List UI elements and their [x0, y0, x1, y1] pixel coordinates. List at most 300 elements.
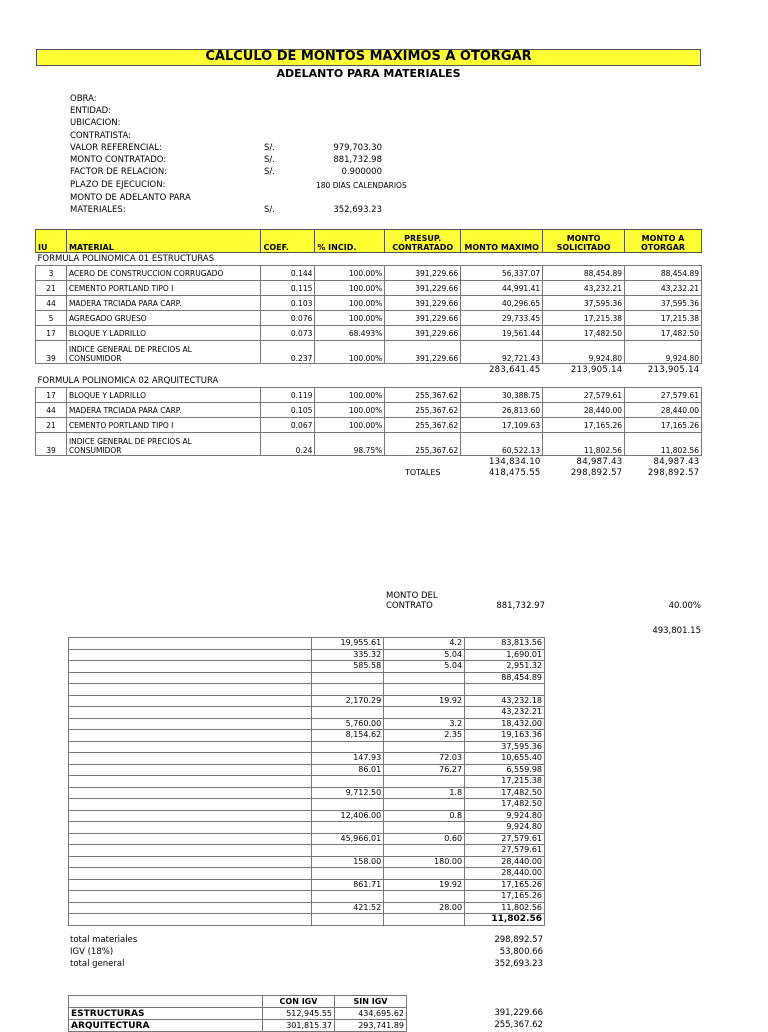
- calc-blank: [69, 672, 312, 684]
- col-presup-cell: 391,229.66: [385, 326, 461, 341]
- blank-cell: [385, 364, 461, 376]
- total-general-value: 352,693.23: [494, 959, 543, 969]
- table-row: [36, 388, 702, 403]
- igv-value: 53,800.66: [499, 947, 543, 957]
- totals-row-value: 298,892.57: [570, 467, 623, 478]
- calc-row: [69, 741, 545, 753]
- calc-cell: [312, 776, 384, 788]
- calc-cell: [384, 672, 465, 684]
- calc-row: [69, 868, 545, 880]
- summary-sin-value: 434,695.62: [335, 1008, 407, 1020]
- table-row: [36, 341, 702, 364]
- calc-cell: 19.92: [384, 879, 465, 891]
- col-iu-cell: 3: [36, 266, 67, 281]
- calc-blank: [69, 914, 312, 926]
- col-monto-otorgar-header: MONTO A OTORGAR: [625, 230, 702, 253]
- calc-blank: [69, 695, 312, 707]
- col-iu-cell: 44: [36, 296, 67, 311]
- blank-cell: [315, 456, 385, 468]
- plazo-label: PLAZO DE EJECUCION:: [70, 180, 166, 190]
- calc-blank: [69, 879, 312, 891]
- calc-cell: 8,154.62: [312, 730, 384, 742]
- totals-row: [36, 467, 702, 478]
- calc-cell: 19.92: [384, 695, 465, 707]
- table-header-row: [36, 230, 702, 253]
- calc-cell: 11,802.56: [465, 902, 545, 914]
- calc-cell: 9,924.80: [465, 822, 545, 834]
- calc-row: [69, 833, 545, 845]
- col-monto-maximo-cell: 40,296.65: [461, 296, 543, 311]
- calc-blank: [69, 707, 312, 719]
- plazo-value: 180 DIAS CALENDARIOS: [316, 181, 407, 190]
- section-estructuras-label: FORMULA POLINOMICA 01 ESTRUCTURAS: [37, 254, 215, 264]
- calc-cell: 2,170.29: [312, 695, 384, 707]
- col-monto-solicitado-cell: 17,482.50: [543, 326, 625, 341]
- blank-cell: [261, 456, 315, 468]
- calc-blank: [69, 661, 312, 673]
- table-row: [36, 326, 702, 341]
- calc-cell: [312, 672, 384, 684]
- calc-cell: [384, 845, 465, 857]
- calc-blank: [69, 902, 312, 914]
- calc-cell: 0.60: [384, 833, 465, 845]
- calc-cell: 4.2: [384, 638, 465, 650]
- col-coef-cell: 0.237: [261, 341, 315, 364]
- blank-cell: TOTALES: [404, 468, 441, 477]
- col-monto-maximo-cell: 30,388.75: [461, 388, 543, 403]
- blank-cell: [36, 456, 67, 468]
- col-iu-cell: 39: [36, 341, 67, 364]
- calc-cell: 421.52: [312, 902, 384, 914]
- contract-percent: 40.00%: [668, 601, 701, 611]
- calc-row: [69, 764, 545, 776]
- calc-blank: [69, 730, 312, 742]
- calc-blank: [69, 799, 312, 811]
- col-coef-cell: 0.105: [261, 403, 315, 418]
- calc-cell: 6,559.98: [465, 764, 545, 776]
- calc-cell: 0.8: [384, 810, 465, 822]
- calc-row: [69, 695, 545, 707]
- col-iu-cell: 17: [36, 388, 67, 403]
- calc-cell: [312, 707, 384, 719]
- col-monto-solicitado-cell: 17,165.26: [543, 418, 625, 433]
- calc-cell: 5.04: [384, 649, 465, 661]
- blank-cell: [385, 456, 461, 468]
- summary-extra-value: 255,367.62: [494, 1020, 543, 1030]
- calc-cell: 3.2: [384, 718, 465, 730]
- calc-cell: 19,955.61: [312, 638, 384, 650]
- subtotal-row-value: 84,987.43: [653, 456, 700, 467]
- blank-cell: [315, 364, 385, 376]
- col-material-cell: AGREGADO GRUESO: [66, 311, 261, 326]
- col-monto-otorgar-cell: 17,165.26: [625, 418, 702, 433]
- calc-cell: 18,432.00: [465, 718, 545, 730]
- col-monto-maximo-cell: 60,522.13: [461, 433, 543, 456]
- col-presup-cell: 391,229.66: [385, 341, 461, 364]
- col-monto-solicitado-cell: 9,924.80: [543, 341, 625, 364]
- factor-value: 0.900000: [341, 167, 382, 177]
- calc-blank: [69, 753, 312, 765]
- col-material-cell: BLOQUE Y LADRILLO: [66, 388, 261, 403]
- table-row: [36, 418, 702, 433]
- calc-blank: [69, 776, 312, 788]
- calc-row: [69, 776, 545, 788]
- entidad-label: ENTIDAD:: [70, 106, 112, 116]
- adelanto-value: 352,693.23: [333, 205, 382, 215]
- col-monto-otorgar-cell: 11,802.56: [625, 433, 702, 456]
- calc-cell: [312, 799, 384, 811]
- total-materiales-value: 298,892.57: [494, 935, 543, 945]
- col-presup-cell: 391,229.66: [385, 311, 461, 326]
- calc-blank: [69, 868, 312, 880]
- calc-cell: 335.32: [312, 649, 384, 661]
- calc-row: [69, 707, 545, 719]
- blank-cell: [315, 467, 385, 478]
- calc-cell: [312, 868, 384, 880]
- calc-row: [69, 638, 545, 650]
- calc-cell: 11,802.56: [465, 914, 545, 926]
- col-coef-cell: 0.144: [261, 266, 315, 281]
- calc-blank: [69, 787, 312, 799]
- calc-cell: 83,813.56: [465, 638, 545, 650]
- summary-table: [68, 995, 407, 1032]
- calc-row: [69, 661, 545, 673]
- materials-table: [35, 229, 702, 478]
- totals-row-value: 298,892.57: [647, 467, 700, 478]
- blank-cell: [66, 364, 261, 376]
- calc-blank: [69, 856, 312, 868]
- section-arquitectura: [36, 375, 702, 388]
- calc-table: [68, 637, 545, 926]
- calc-cell: 72.03: [384, 753, 465, 765]
- col-material-cell: CEMENTO PORTLAND TIPO I: [66, 418, 261, 433]
- col-monto-otorgar-cell: 27,579.61: [625, 388, 702, 403]
- calc-row: [69, 914, 545, 926]
- calc-cell: 17,215.38: [465, 776, 545, 788]
- col-presup-cell: 255,367.62: [385, 403, 461, 418]
- contract-computed: 493,801.15: [652, 626, 701, 636]
- col-presup-cell: 255,367.62: [385, 433, 461, 456]
- page-title: CALCULO DE MONTOS MAXIMOS A OTORGAR: [205, 49, 532, 64]
- blank-cell: [66, 467, 261, 478]
- calc-blank: [69, 718, 312, 730]
- calc-cell: 86.01: [312, 764, 384, 776]
- col-monto-otorgar-cell: 37,595.36: [625, 296, 702, 311]
- calc-cell: 17,165.26: [465, 891, 545, 903]
- col-monto-maximo-cell: 17,109.63: [461, 418, 543, 433]
- section-arquitectura-label: FORMULA POLINOMICA 02 ARQUITECTURA: [37, 376, 219, 386]
- calc-cell: [384, 684, 465, 696]
- calc-row: [69, 810, 545, 822]
- calc-cell: 37,595.36: [465, 741, 545, 753]
- col-monto-maximo-cell: 29,733.45: [461, 311, 543, 326]
- subtotal-row-value: 84,987.43: [576, 456, 623, 467]
- calc-cell: 17,482.50: [465, 799, 545, 811]
- summary-con-value: 301,815.37: [263, 1020, 335, 1032]
- col-iu-cell: 39: [36, 433, 67, 456]
- summary-row-label: ESTRUCTURAS: [69, 1008, 263, 1020]
- valor-label: VALOR REFERENCIAL:: [70, 143, 162, 153]
- contratista-label: CONTRATISTA:: [70, 131, 132, 141]
- col-coef-header: COEF.: [261, 230, 315, 253]
- calc-cell: 9,924.80: [465, 810, 545, 822]
- monto-label: MONTO CONTRATADO:: [70, 155, 167, 165]
- table-row: [36, 296, 702, 311]
- section-estructuras: [36, 253, 702, 266]
- col-iu-cell: 44: [36, 403, 67, 418]
- calc-cell: [384, 868, 465, 880]
- calc-row: [69, 718, 545, 730]
- calc-cell: [312, 845, 384, 857]
- monto-currency: S/.: [264, 155, 275, 165]
- monto-value: 881,732.98: [333, 155, 382, 165]
- subtotal-row: [36, 364, 702, 376]
- col-coef-cell: 0.24: [261, 433, 315, 456]
- col-presup-cell: 391,229.66: [385, 281, 461, 296]
- col-coef-cell: 0.103: [261, 296, 315, 311]
- subtotal-row-value: 134,834.10: [488, 456, 541, 467]
- calc-blank: [69, 810, 312, 822]
- summary-blank: [69, 996, 263, 1008]
- col-material-header: MATERIAL: [66, 230, 261, 253]
- table-row: [36, 281, 702, 296]
- calc-blank: [69, 684, 312, 696]
- summary-sin-value: 293,741.89: [335, 1020, 407, 1032]
- calc-row: [69, 684, 545, 696]
- calc-cell: [465, 684, 545, 696]
- subtotal-row: [36, 456, 702, 468]
- calc-cell: 2,951.32: [465, 661, 545, 673]
- col-material-cell: INDICE GENERAL DE PRECIOS AL CONSUMIDOR: [66, 341, 261, 364]
- col-iu-cell: 17: [36, 326, 67, 341]
- col-monto-otorgar-cell: 17,215.38: [625, 311, 702, 326]
- calc-blank: [69, 741, 312, 753]
- col-monto-solicitado-cell: 37,595.36: [543, 296, 625, 311]
- obra-label: OBRA:: [70, 94, 97, 104]
- calc-blank: [69, 764, 312, 776]
- col-presup-cell: 391,229.66: [385, 296, 461, 311]
- blank-cell: [36, 467, 67, 478]
- factor-currency: S/.: [264, 167, 275, 177]
- calc-cell: 43,232.21: [465, 707, 545, 719]
- col-monto-maximo-cell: 56,337.07: [461, 266, 543, 281]
- subtotal-row-value: 283,641.45: [488, 364, 541, 375]
- calc-cell: [384, 891, 465, 903]
- col-presup-cell: 391,229.66: [385, 266, 461, 281]
- calc-cell: 5.04: [384, 661, 465, 673]
- calc-row: [69, 799, 545, 811]
- col-incid-cell: 100.00%: [315, 296, 385, 311]
- calc-row: [69, 822, 545, 834]
- summary-extra-value: 391,229.66: [494, 1008, 543, 1018]
- table-row: [36, 311, 702, 326]
- calc-cell: 19,163.36: [465, 730, 545, 742]
- calc-cell: [312, 914, 384, 926]
- col-monto-solicitado-cell: 27,579.61: [543, 388, 625, 403]
- calc-blank: [69, 638, 312, 650]
- col-material-cell: CEMENTO PORTLAND TIPO I: [66, 281, 261, 296]
- summary-col-con-igv: CON IGV: [263, 996, 335, 1008]
- valor-value: 979,703.30: [333, 143, 382, 153]
- col-material-cell: ACERO DE CONSTRUCCION CORRUGADO: [66, 266, 261, 281]
- adelanto-label-1: MONTO DE ADELANTO PARA: [70, 193, 191, 203]
- col-material-cell: MADERA TRCIADA PARA CARP.: [66, 296, 261, 311]
- calc-cell: [384, 776, 465, 788]
- calc-blank: [69, 649, 312, 661]
- calc-cell: 147.93: [312, 753, 384, 765]
- col-iu-cell: 21: [36, 281, 67, 296]
- col-coef-cell: 0.076: [261, 311, 315, 326]
- table-row: [36, 433, 702, 456]
- calc-cell: 585.58: [312, 661, 384, 673]
- calc-row: [69, 787, 545, 799]
- col-monto-otorgar-cell: 17,482.50: [625, 326, 702, 341]
- calc-cell: 27,579.61: [465, 845, 545, 857]
- calc-row: [69, 879, 545, 891]
- contract-label-2: CONTRATO: [386, 601, 433, 611]
- col-coef-cell: 0.067: [261, 418, 315, 433]
- col-coef-cell: 0.119: [261, 388, 315, 403]
- total-general-label: total general: [70, 959, 125, 969]
- calc-blank: [69, 833, 312, 845]
- blank-cell: [36, 364, 67, 376]
- calc-cell: 1.8: [384, 787, 465, 799]
- calc-cell: 28,440.00: [465, 868, 545, 880]
- calc-cell: 28.00: [384, 902, 465, 914]
- col-iu-cell: 5: [36, 311, 67, 326]
- calc-row: [69, 730, 545, 742]
- calc-blank: [69, 822, 312, 834]
- calc-row: [69, 845, 545, 857]
- col-monto-solicitado-cell: 88,454.89: [543, 266, 625, 281]
- col-incid-cell: 100.00%: [315, 403, 385, 418]
- col-monto-maximo-cell: 26,813.60: [461, 403, 543, 418]
- calc-cell: [312, 741, 384, 753]
- contract-value: 881,732.97: [496, 601, 545, 611]
- col-incid-cell: 100.00%: [315, 311, 385, 326]
- calc-cell: 76.27: [384, 764, 465, 776]
- calc-cell: 45,966.01: [312, 833, 384, 845]
- calc-cell: 27,579.61: [465, 833, 545, 845]
- calc-cell: 88,454.89: [465, 672, 545, 684]
- subtotal-row-value: 213,905.14: [570, 364, 623, 375]
- col-monto-maximo-header: MONTO MAXIMO: [461, 230, 543, 253]
- adelanto-label-2: MATERIALES:: [70, 205, 126, 215]
- summary-row-label: ARQUITECTURA: [69, 1020, 263, 1032]
- calc-cell: 180.00: [384, 856, 465, 868]
- calc-cell: 2.35: [384, 730, 465, 742]
- col-material-cell: INDICE GENERAL DE PRECIOS AL CONSUMIDOR: [66, 433, 261, 456]
- col-incid-header: % INCID.: [315, 230, 385, 253]
- col-monto-maximo-cell: 92,721.43: [461, 341, 543, 364]
- summary-col-sin-igv: SIN IGV: [335, 996, 407, 1008]
- valor-currency: S/.: [264, 143, 275, 153]
- col-incid-cell: 100.00%: [315, 418, 385, 433]
- page-subtitle: ADELANTO PARA MATERIALES: [276, 67, 461, 80]
- calc-cell: 12,406.00: [312, 810, 384, 822]
- factor-label: FACTOR DE RELACION:: [70, 167, 168, 177]
- col-monto-maximo-cell: 19,561.44: [461, 326, 543, 341]
- calc-cell: [384, 914, 465, 926]
- col-monto-solicitado-header: MONTO SOLICITADO: [543, 230, 625, 253]
- calc-cell: 28,440.00: [465, 856, 545, 868]
- table-row: [36, 403, 702, 418]
- calc-cell: [312, 684, 384, 696]
- col-incid-cell: 68.493%: [315, 326, 385, 341]
- calc-cell: 158.00: [312, 856, 384, 868]
- col-iu-cell: 21: [36, 418, 67, 433]
- col-material-cell: MADERA TRCIADA PARA CARP.: [66, 403, 261, 418]
- calc-cell: [312, 891, 384, 903]
- col-material-cell: BLOQUE Y LADRILLO: [66, 326, 261, 341]
- col-incid-cell: 98.75%: [315, 433, 385, 456]
- calc-row: [69, 672, 545, 684]
- total-materiales-label: total materiales: [70, 935, 138, 945]
- ubicacion-label: UBICACION:: [70, 118, 121, 128]
- col-monto-otorgar-cell: 9,924.80: [625, 341, 702, 364]
- blank-cell: [261, 467, 315, 478]
- calc-cell: 1,690.01: [465, 649, 545, 661]
- calc-row: [69, 902, 545, 914]
- table-row: [36, 266, 702, 281]
- igv-label: IGV (18%): [70, 947, 114, 957]
- col-monto-otorgar-cell: 28,440.00: [625, 403, 702, 418]
- col-incid-cell: 100.00%: [315, 266, 385, 281]
- calc-cell: 9,712.50: [312, 787, 384, 799]
- calc-cell: [384, 707, 465, 719]
- calc-row: [69, 891, 545, 903]
- blank-cell: [261, 364, 315, 376]
- calc-row: [69, 649, 545, 661]
- col-incid-cell: 100.00%: [315, 341, 385, 364]
- col-monto-solicitado-cell: 43,232.21: [543, 281, 625, 296]
- col-monto-solicitado-cell: 17,215.38: [543, 311, 625, 326]
- totals-row-value: 418,475.55: [488, 467, 541, 478]
- calc-cell: 5,760.00: [312, 718, 384, 730]
- calc-cell: [384, 822, 465, 834]
- calc-blank: [69, 845, 312, 857]
- col-presup-cell: 255,367.62: [385, 418, 461, 433]
- blank-cell: [66, 456, 261, 468]
- calc-cell: [384, 799, 465, 811]
- calc-cell: [384, 741, 465, 753]
- summary-con-value: 512,945.55: [263, 1008, 335, 1020]
- col-incid-cell: 100.00%: [315, 388, 385, 403]
- col-monto-solicitado-cell: 28,440.00: [543, 403, 625, 418]
- calc-cell: 43,232.18: [465, 695, 545, 707]
- col-coef-cell: 0.073: [261, 326, 315, 341]
- calc-cell: [312, 822, 384, 834]
- col-monto-otorgar-cell: 43,232.21: [625, 281, 702, 296]
- calc-cell: 861.71: [312, 879, 384, 891]
- col-incid-cell: 100.00%: [315, 281, 385, 296]
- calc-cell: 10,655.40: [465, 753, 545, 765]
- calc-row: [69, 856, 545, 868]
- col-monto-otorgar-cell: 88,454.89: [625, 266, 702, 281]
- calc-cell: 17,482.50: [465, 787, 545, 799]
- col-presup-cell: 255,367.62: [385, 388, 461, 403]
- calc-row: [69, 753, 545, 765]
- col-monto-solicitado-cell: 11,802.56: [543, 433, 625, 456]
- subtotal-row-value: 213,905.14: [647, 364, 700, 375]
- contract-label-1: MONTO DEL: [386, 591, 438, 601]
- adelanto-currency: S/.: [264, 205, 275, 215]
- col-monto-maximo-cell: 44,991.41: [461, 281, 543, 296]
- col-iu-header: IU: [36, 230, 67, 253]
- calc-cell: 17,165.26: [465, 879, 545, 891]
- col-coef-cell: 0.115: [261, 281, 315, 296]
- calc-blank: [69, 891, 312, 903]
